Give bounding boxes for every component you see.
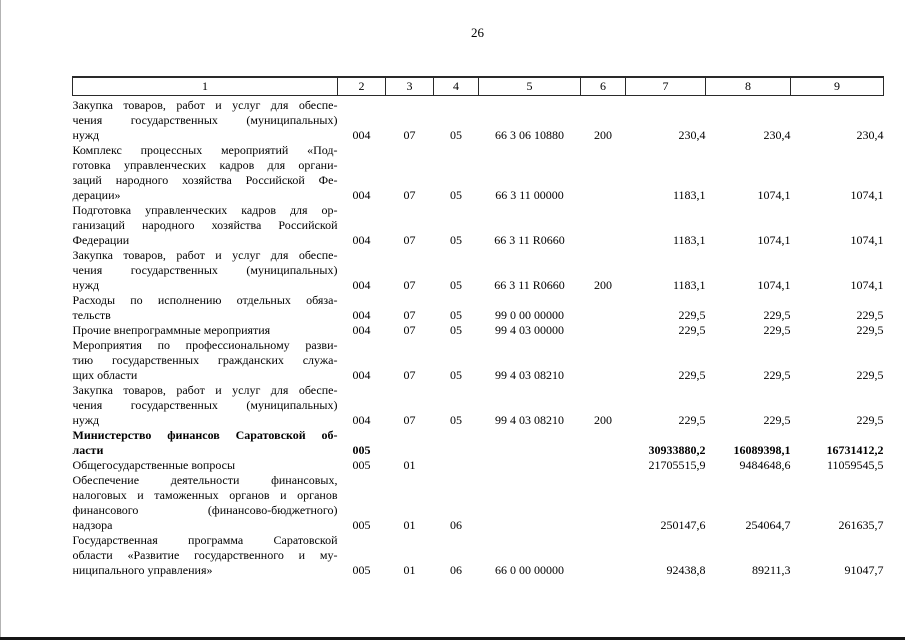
row-cell: 254064,7 [745, 518, 791, 532]
row-cell: 230,4 [856, 128, 884, 142]
row-cell: 004 [352, 413, 371, 427]
row-cell [479, 473, 581, 533]
row-name: Закупка товаров, работ и услуг для обеспе- чения государственных (муниципальных) нужд [72, 98, 338, 142]
row-cell: 07 [403, 413, 416, 427]
column-header: 8 [706, 77, 791, 96]
row-cell: 1183,1 [672, 233, 706, 247]
row-cell: 05 [450, 308, 462, 322]
row-cell: 92438,8 [666, 563, 706, 577]
row-cell: 99 4 03 00000 [495, 323, 564, 337]
row-cell [581, 338, 626, 383]
row-cell: 07 [403, 323, 416, 337]
row-name: Мероприятия по профессиональному разви- тию государственных гражданских служа- щих области [72, 338, 338, 382]
row-cell: 05 [450, 128, 462, 142]
row-cell: 250147,6 [660, 518, 706, 532]
row-cell [581, 203, 626, 248]
row-cell: 1183,1 [672, 278, 706, 292]
row-cell: 200 [594, 413, 612, 427]
row-cell: 229,5 [678, 308, 706, 322]
row-cell: 01 [403, 458, 416, 472]
row-cell: 1074,1 [757, 233, 791, 247]
column-header: 3 [386, 77, 434, 96]
row-cell: 1074,1 [757, 188, 791, 202]
column-header: 7 [626, 77, 706, 96]
row-cell: 004 [352, 233, 371, 247]
row-cell: 16089398,1 [733, 443, 791, 457]
table-body [73, 96, 884, 579]
row-cell: 1183,1 [672, 188, 706, 202]
row-cell: 05 [450, 278, 462, 292]
table-row [73, 323, 884, 338]
row-cell: 07 [403, 128, 416, 142]
row-cell: 99 4 03 08210 [495, 368, 564, 382]
table-row [73, 96, 884, 144]
page-left-edge [0, 0, 1, 640]
table-row [73, 473, 884, 533]
row-cell: 229,5 [856, 413, 884, 427]
row-cell: 200 [594, 128, 612, 142]
column-header: 6 [581, 77, 626, 96]
row-name: Подготовка управленческих кадров для ор- ганизаций народного хозяйства Российской Федерации [72, 203, 338, 247]
row-cell: 66 3 11 00000 [495, 188, 564, 202]
row-cell: 229,5 [763, 308, 791, 322]
table-row [73, 248, 884, 293]
table-row [73, 203, 884, 248]
row-cell: 07 [403, 278, 416, 292]
column-header: 9 [791, 77, 884, 96]
row-cell: 229,5 [856, 368, 884, 382]
column-header: 2 [338, 77, 386, 96]
row-cell: 229,5 [856, 308, 884, 322]
table-row [73, 458, 884, 473]
row-cell: 07 [403, 368, 416, 382]
row-cell [581, 143, 626, 203]
row-cell [581, 533, 626, 578]
row-name: Обеспечение деятельности финансовых, налоговых и таможенных органов и органов финансового (финансово-бюджетного) надзора [72, 473, 338, 532]
row-cell [434, 458, 479, 473]
row-name: Расходы по исполнению отдельных обяза- тельств [72, 293, 338, 322]
row-cell: 9484648,6 [739, 458, 791, 472]
row-name: Закупка товаров, работ и услуг для обеспе- чения государственных (муниципальных) нужд [72, 383, 338, 427]
row-cell: 1074,1 [850, 188, 884, 202]
row-cell [479, 428, 581, 458]
row-cell: 005 [352, 458, 371, 472]
row-name: Комплекс процессных мероприятий «Под- готовка управленческих кадров для органи- заций народного хозяйства Российской Фе- дерации» [72, 143, 338, 202]
row-cell: 005 [352, 518, 371, 532]
row-name: Прочие внепрограммные мероприятия [72, 323, 271, 337]
row-cell: 66 3 11 R0660 [494, 278, 565, 292]
row-cell: 66 0 00 00000 [495, 563, 564, 577]
row-cell: 07 [403, 188, 416, 202]
page-number: 26 [471, 25, 484, 40]
row-cell: 229,5 [763, 323, 791, 337]
table-header-row [73, 77, 884, 96]
row-cell: 06 [450, 518, 462, 532]
row-cell: 1074,1 [757, 278, 791, 292]
row-cell: 229,5 [678, 323, 706, 337]
row-cell: 66 3 11 R0660 [494, 233, 565, 247]
row-cell: 1074,1 [850, 233, 884, 247]
row-cell: 005 [352, 563, 371, 577]
row-cell: 229,5 [678, 413, 706, 427]
row-cell: 05 [450, 188, 462, 202]
row-cell: 230,4 [763, 128, 791, 142]
row-cell: 11059545,5 [826, 458, 884, 472]
row-cell: 004 [352, 128, 371, 142]
row-cell [434, 428, 479, 458]
row-cell: 004 [352, 368, 371, 382]
row-cell: 05 [450, 368, 462, 382]
row-cell: 004 [352, 323, 371, 337]
row-cell: 99 4 03 08210 [495, 413, 564, 427]
row-cell: 66 3 06 10880 [495, 128, 564, 142]
row-cell: 004 [352, 188, 371, 202]
row-cell [581, 473, 626, 533]
row-cell: 01 [403, 563, 416, 577]
row-name: Общегосударственные вопросы [72, 458, 236, 472]
budget-table [72, 76, 884, 578]
column-header: 5 [479, 77, 581, 96]
row-cell: 30933880,2 [648, 443, 706, 457]
row-cell: 200 [594, 278, 612, 292]
row-cell: 07 [403, 233, 416, 247]
row-cell: 16731412,2 [826, 443, 884, 457]
row-cell [581, 428, 626, 458]
row-cell: 06 [450, 563, 462, 577]
row-cell [479, 458, 581, 473]
row-cell: 229,5 [856, 323, 884, 337]
row-cell: 05 [450, 323, 462, 337]
row-cell: 004 [352, 278, 371, 292]
row-cell: 91047,7 [844, 563, 884, 577]
row-cell: 05 [450, 413, 462, 427]
row-cell: 004 [352, 308, 371, 322]
row-name: Министерство финансов Саратовской об- ласти [72, 428, 338, 457]
table-row [73, 293, 884, 323]
row-cell: 229,5 [678, 368, 706, 382]
table-row [73, 533, 884, 578]
row-cell: 89211,3 [751, 563, 791, 577]
row-cell [581, 323, 626, 338]
row-name: Закупка товаров, работ и услуг для обеспе- чения государственных (муниципальных) нужд [72, 248, 338, 292]
row-cell: 99 0 00 00000 [495, 308, 564, 322]
row-name: Государственная программа Саратовской области «Развитие государственного и му- ниципального управления» [72, 533, 338, 577]
row-cell: 05 [450, 233, 462, 247]
table-row [73, 383, 884, 428]
row-cell: 229,5 [763, 413, 791, 427]
row-cell: 07 [403, 308, 416, 322]
row-cell: 01 [403, 518, 416, 532]
row-cell [386, 428, 434, 458]
row-cell: 230,4 [678, 128, 706, 142]
column-header: 4 [434, 77, 479, 96]
row-cell: 21705515,9 [648, 458, 706, 472]
row-cell [581, 458, 626, 473]
row-cell: 005 [352, 443, 371, 457]
table-row [73, 338, 884, 383]
table-row [73, 143, 884, 203]
row-cell: 1074,1 [850, 278, 884, 292]
column-header: 1 [73, 77, 338, 96]
table-row [73, 428, 884, 458]
row-cell: 261635,7 [838, 518, 884, 532]
row-cell: 229,5 [763, 368, 791, 382]
row-cell [581, 293, 626, 323]
